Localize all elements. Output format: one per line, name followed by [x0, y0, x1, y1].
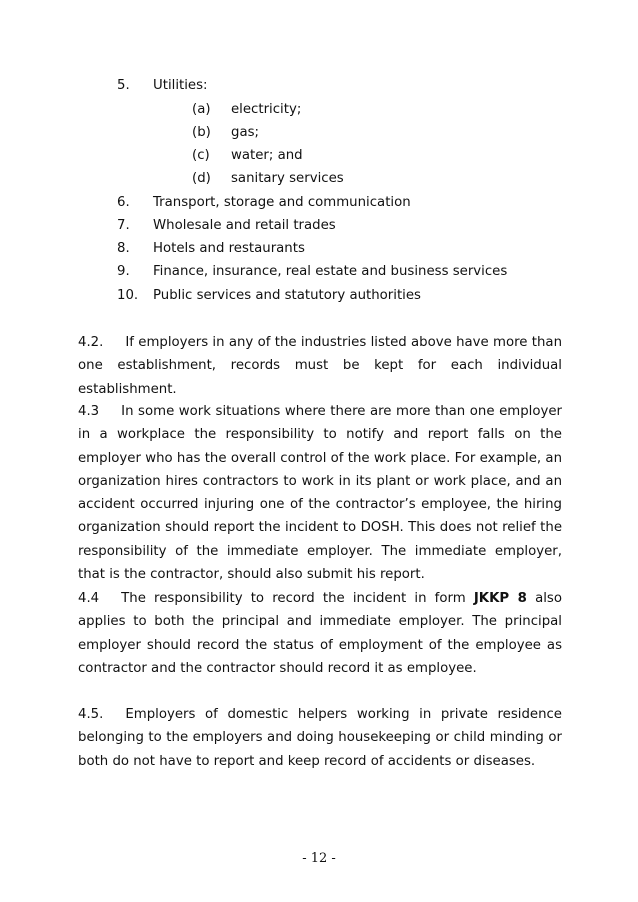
list-number: 5.	[117, 78, 130, 93]
sub-list-letter: (a)	[192, 102, 211, 117]
list-text: Transport, storage and communication	[153, 195, 411, 210]
sub-list-letter: (b)	[192, 125, 211, 140]
paragraph-number: 4.4	[78, 591, 100, 606]
sub-list-text: electricity;	[231, 102, 302, 117]
list-number: 6.	[117, 195, 130, 210]
paragraph-text: Employers of domestic helpers working in private residence belonging to the employers and doing housekeeping or child minding or both do not have to report and keep record of accidents or diseases.	[78, 707, 562, 769]
paragraph-text: In some work situations where there are more than one employer in a workplace the responsibility to notify and report falls on the employer who has the overall control of the work place. For example, an organization hires contractors to work in its plant or work place, and an accident occurred injuring one of the contractor’s employee, the hiring organization should report the incident to DOSH. This does not relief the responsibility of the immediate employer. The immediate employer, that is the contractor, should also submit his report.	[78, 404, 562, 583]
list-text: Utilities:	[153, 78, 208, 93]
list-number: 7.	[117, 218, 130, 233]
sub-list-text: water; and	[231, 148, 303, 163]
page-number: - 12 -	[302, 851, 336, 866]
sub-list-text: gas;	[231, 125, 259, 140]
paragraph-number: 4.3	[78, 404, 100, 419]
list-text: Hotels and restaurants	[153, 241, 305, 256]
paragraph-4-5	[78, 703, 562, 773]
sub-list-text: sanitary services	[231, 171, 344, 186]
paragraph-4-2	[78, 331, 562, 401]
paragraph-number: 4.2.	[78, 335, 104, 350]
list-text: Wholesale and retail trades	[153, 218, 336, 233]
list-number: 9.	[117, 264, 130, 279]
paragraph-text: If employers in any of the industries listed above have more than one establishment, records must be kept for each individual establishment.	[78, 335, 562, 397]
list-number: 8.	[117, 241, 130, 256]
paragraph-text: The responsibility to record the incident in form	[121, 591, 474, 606]
sub-list-letter: (d)	[192, 171, 211, 186]
list-text: Finance, insurance, real estate and business services	[153, 264, 508, 279]
paragraph-number: 4.5.	[78, 707, 104, 722]
sub-list-letter: (c)	[192, 148, 210, 163]
paragraph-text: also applies to both the principal and immediate employer. The principal employer should record the status of employment of the employee as contractor and the contractor should record it as employee.	[78, 591, 562, 676]
list-text: Public services and statutory authorities	[153, 288, 421, 303]
list-number: 10.	[117, 288, 139, 303]
form-name: JKKP 8	[473, 591, 527, 606]
paragraph-4-4	[78, 587, 562, 680]
paragraph-4-3	[78, 400, 562, 586]
